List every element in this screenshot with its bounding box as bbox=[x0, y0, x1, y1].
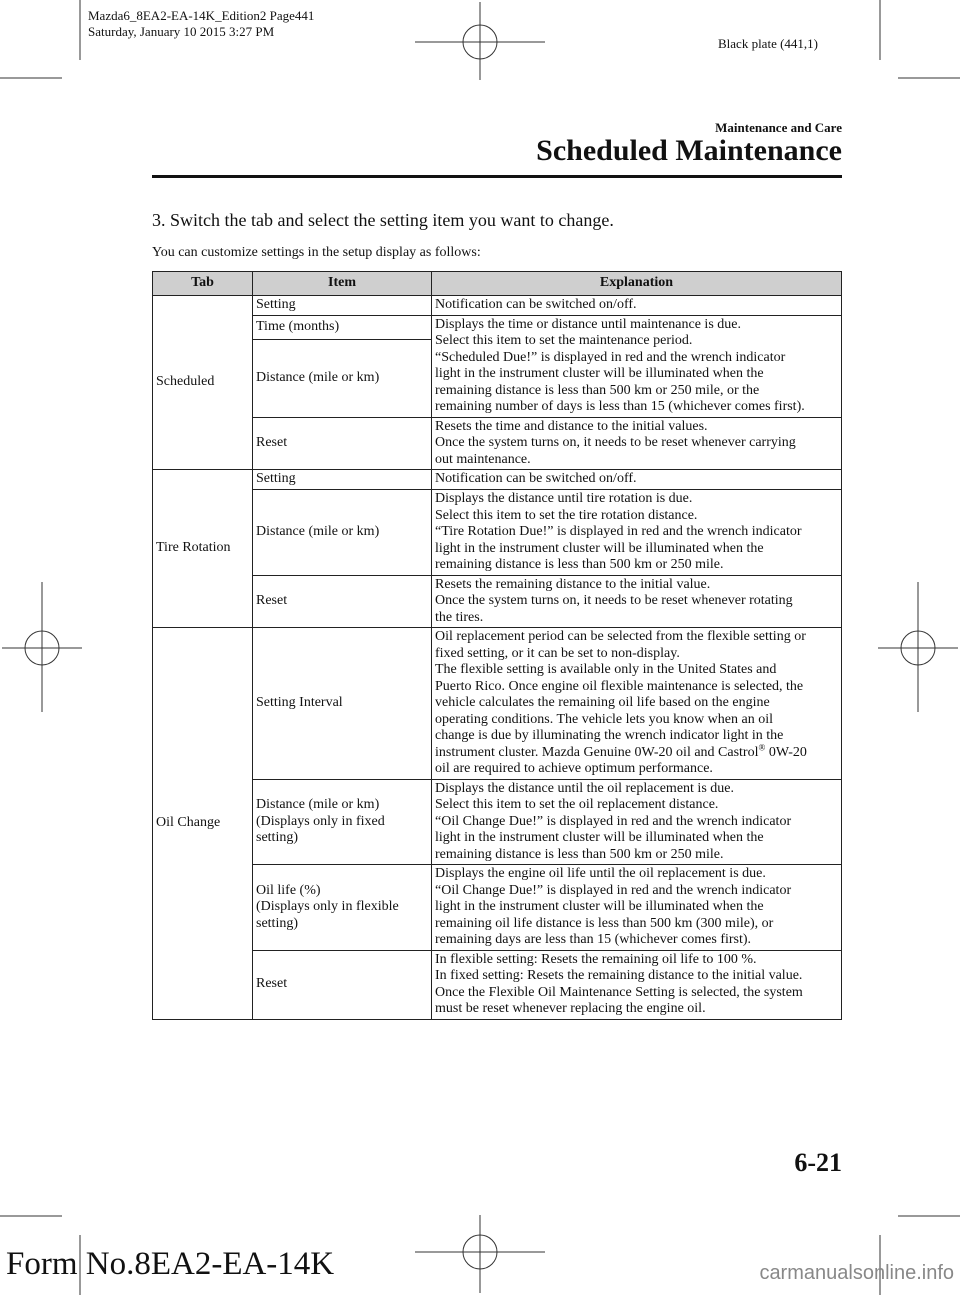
intro-text: You can customize settings in the setup display as follows: bbox=[152, 245, 481, 260]
item-cell: Setting Interval bbox=[253, 628, 432, 780]
explanation-line: oil are required to achieve optimum performance. bbox=[435, 761, 713, 776]
explanation-cell bbox=[432, 779, 842, 865]
explanation-line: remaining distance is less than 500 km or 250 mile. bbox=[435, 557, 724, 572]
castrol-text: instrument cluster. Mazda Genuine 0W-20 oil and Castrol bbox=[435, 744, 759, 760]
explanation-line: change is due by illuminating the wrench indicator light in the bbox=[435, 728, 784, 743]
explanation-line: vehicle calculates the remaining oil life based on the engine bbox=[435, 695, 770, 710]
registered-mark: ® bbox=[758, 741, 766, 752]
explanation-line: In fixed setting: Resets the remaining distance to the initial value. bbox=[435, 968, 803, 983]
explanation-line: “Oil Change Due!” is displayed in red and the wrench indicator bbox=[435, 882, 792, 898]
print-header-date: Saturday, January 10 2015 3:27 PM bbox=[88, 24, 275, 39]
explanation-cell: Notification can be switched on/off. bbox=[432, 470, 842, 490]
explanation-line: Once the system turns on, it needs to be reset whenever carrying bbox=[435, 435, 796, 450]
explanation-cell bbox=[432, 575, 842, 628]
explanation-line: remaining number of days is less than 15 (whichever comes first). bbox=[435, 399, 805, 414]
explanation-cell bbox=[432, 417, 842, 470]
explanation-line: Displays the distance until the oil replacement is due. bbox=[435, 780, 734, 796]
explanation-line: Select this item to set the maintenance period. bbox=[435, 333, 693, 348]
settings-table bbox=[152, 271, 842, 1020]
table-row bbox=[153, 950, 842, 1019]
explanation-line: Resets the time and distance to the initial values. bbox=[435, 418, 708, 434]
explanation-line: “Scheduled Due!” is displayed in red and the wrench indicator bbox=[435, 349, 786, 365]
castrol-grade: 0W-20 bbox=[765, 744, 807, 760]
explanation-line: remaining distance is less than 500 km or 250 mile, or the bbox=[435, 382, 760, 398]
explanation-line: remaining oil life distance is less than 500 km (300 mile), or bbox=[435, 915, 774, 931]
explanation-line: light in the instrument cluster will be illuminated when the bbox=[435, 540, 764, 556]
section-category: Maintenance and Care bbox=[715, 120, 842, 135]
header-explanation: Explanation bbox=[432, 272, 842, 296]
explanation-line: the tires. bbox=[435, 609, 484, 625]
item-line: Oil life (%) bbox=[256, 882, 321, 898]
item-cell: Distance (mile or km) bbox=[253, 339, 432, 417]
explanation-line: operating conditions. The vehicle lets you know when an oil bbox=[435, 711, 774, 727]
item-cell: Time (months) bbox=[253, 315, 432, 339]
table-row bbox=[153, 315, 842, 339]
item-cell: Setting bbox=[253, 470, 432, 490]
item-line: setting) bbox=[256, 830, 298, 845]
explanation-line: Displays the time or distance until maintenance is due. bbox=[435, 316, 741, 332]
item-cell: Reset bbox=[253, 417, 432, 470]
explanation-line: remaining days are less than 15 (whichever comes first). bbox=[435, 932, 752, 947]
header-rule bbox=[152, 175, 842, 178]
table-row bbox=[153, 865, 842, 951]
table-row bbox=[153, 575, 842, 628]
tab-cell-scheduled: Scheduled bbox=[153, 295, 253, 470]
tab-cell-oil-change: Oil Change bbox=[153, 628, 253, 1020]
item-line: setting) bbox=[256, 915, 298, 931]
explanation-line: The flexible setting is available only in the United States and bbox=[435, 662, 777, 677]
explanation-line: Once the system turns on, it needs to be reset whenever rotating bbox=[435, 593, 793, 608]
explanation-line: Oil replacement period can be selected from the flexible setting or bbox=[435, 629, 806, 644]
header-item: Item bbox=[253, 272, 432, 296]
item-line: Distance (mile or km) bbox=[256, 797, 380, 812]
explanation-cell bbox=[432, 490, 842, 576]
explanation-line: remaining distance is less than 500 km or 250 mile. bbox=[435, 846, 724, 862]
explanation-cell bbox=[432, 950, 842, 1019]
explanation-line: light in the instrument cluster will be illuminated when the bbox=[435, 899, 764, 914]
black-plate-label: Black plate (441,1) bbox=[718, 36, 818, 51]
print-header-file: Mazda6_8EA2-EA-14K_Edition2 Page441 bbox=[88, 8, 315, 23]
explanation-line: fixed setting, or it can be set to non-display. bbox=[435, 645, 680, 661]
step-instruction: 3. Switch the tab and select the setting item you want to change. bbox=[152, 210, 614, 230]
table-header-row bbox=[153, 272, 842, 296]
explanation-cell bbox=[432, 315, 842, 417]
tab-cell-tire-rotation: Tire Rotation bbox=[153, 470, 253, 628]
explanation-line: Once the Flexible Oil Maintenance Setting is selected, the system bbox=[435, 984, 803, 1000]
explanation-line: “Tire Rotation Due!” is displayed in red and the wrench indicator bbox=[435, 524, 802, 539]
item-cell bbox=[253, 865, 432, 951]
table-row bbox=[153, 295, 842, 315]
table-row bbox=[153, 470, 842, 490]
explanation-line: Select this item to set the tire rotation distance. bbox=[435, 507, 698, 523]
explanation-cell: Notification can be switched on/off. bbox=[432, 295, 842, 315]
item-cell: Reset bbox=[253, 575, 432, 628]
header-tab: Tab bbox=[153, 272, 253, 296]
explanation-line: In flexible setting: Resets the remaining oil life to 100 %. bbox=[435, 951, 757, 967]
explanation-line: Puerto Rico. Once engine oil flexible maintenance is selected, the bbox=[435, 678, 804, 694]
form-number: Form No.8EA2-EA-14K bbox=[6, 1246, 335, 1282]
site-watermark: carmanualsonline.info bbox=[759, 1262, 954, 1284]
explanation-line: Displays the engine oil life until the oil replacement is due. bbox=[435, 866, 766, 881]
explanation-line bbox=[435, 741, 838, 762]
explanation-line: must be reset whenever replacing the engine oil. bbox=[435, 1001, 706, 1016]
explanation-line: Resets the remaining distance to the initial value. bbox=[435, 576, 711, 592]
item-cell: Setting bbox=[253, 295, 432, 315]
explanation-cell bbox=[432, 628, 842, 780]
table-row bbox=[153, 417, 842, 470]
table-row bbox=[153, 779, 842, 865]
section-title: Scheduled Maintenance bbox=[536, 134, 842, 167]
item-line: (Displays only in fixed bbox=[256, 813, 385, 829]
table-row bbox=[153, 490, 842, 576]
explanation-line: “Oil Change Due!” is displayed in red and the wrench indicator bbox=[435, 813, 792, 829]
explanation-line: out maintenance. bbox=[435, 451, 531, 467]
explanation-line: light in the instrument cluster will be illuminated when the bbox=[435, 366, 764, 381]
page-number: 6-21 bbox=[794, 1148, 842, 1177]
print-header bbox=[88, 8, 314, 40]
explanation-line: Displays the distance until tire rotation is due. bbox=[435, 491, 693, 506]
explanation-line: light in the instrument cluster will be illuminated when the bbox=[435, 830, 764, 845]
item-cell: Distance (mile or km) bbox=[253, 490, 432, 576]
explanation-line: Select this item to set the oil replacement distance. bbox=[435, 797, 719, 812]
item-cell bbox=[253, 779, 432, 865]
table-row bbox=[153, 628, 842, 780]
item-cell: Reset bbox=[253, 950, 432, 1019]
explanation-cell bbox=[432, 865, 842, 951]
item-line: (Displays only in flexible bbox=[256, 899, 399, 914]
